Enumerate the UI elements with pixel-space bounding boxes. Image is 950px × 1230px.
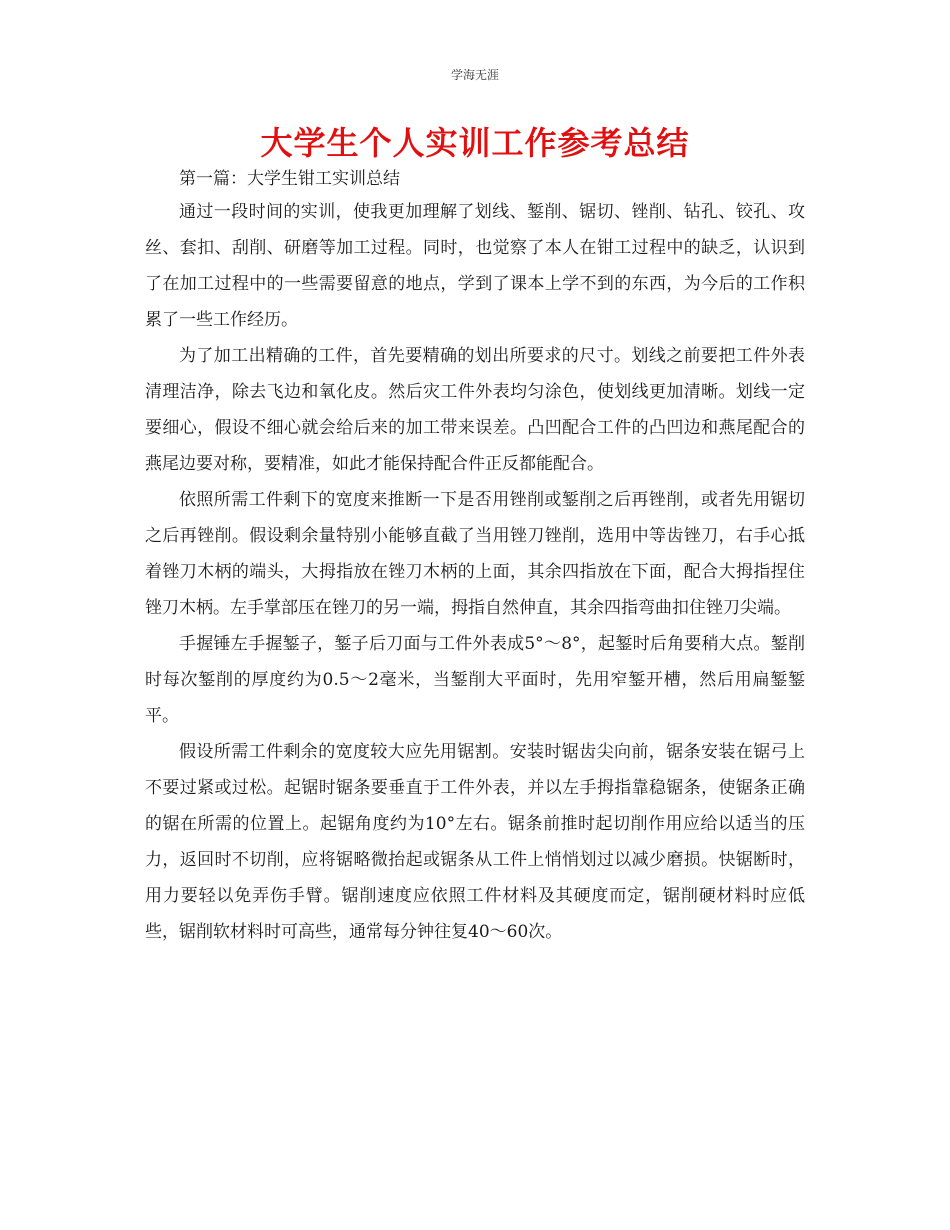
paragraph-4: 手握锤左手握錾子，錾子后刀面与工件外表成5°～8°，起錾时后角要稍大点。錾削时每次錾削的厚度约为0.5～2毫米，当錾削大平面时，先用窄錾开槽，然后用扁錾錾平。 [145, 634, 805, 726]
page-header: 学海无涯 [450, 68, 499, 82]
paragraph-1: 通过一段时间的实训，使我更加理解了划线、錾削、锯切、锉削、钻孔、铰孔、攻丝、套扣、刮削、研磨等加工过程。同时，也觉察了本人在钳工过程中的缺乏，认识到了在加工过程中的一些需要留意的地点，学到了课本上学不到的东西，为今后的工作积累了一些工作经历。 [145, 202, 805, 330]
document-subtitle: 第一篇：大学生钳工实训总结 [179, 169, 400, 189]
document-title: 大学生个人实训工作参考总结 [260, 124, 690, 162]
paragraph-5: 假设所需工件剩余的宽度较大应先用锯割。安装时锯齿尖向前，锯条安装在锯弓上不要过紧或过松。起锯时锯条要垂直于工件外表，并以左手拇指靠稳锯条，使锯条正确的锯在所需的位置上。起锯角度约为10°左右。锯条前推时起切削作用应给以适当的压力，返回时不切削，应将锯略微抬起或锯条从工件上悄悄划过以减少磨损。快锯断时，用力要轻以免弄伤手臂。锯削速度应依照工件材料及其硬度而定，锯削硬材料时应低些，锯削软材料时可高些，通常每分钟往复40～60次。 [145, 742, 805, 942]
paragraph-3: 依照所需工件剩下的宽度来推断一下是否用锉削或錾削之后再锉削，或者先用锯切之后再锉削。假设剩余量特别小能够直截了当用锉刀锉削，选用中等齿锉刀，右手心抵着锉刀木柄的端头，大拇指放在锉刀木柄的上面，其余四指放在下面，配合大拇指捏住锉刀木柄。左手掌部压在锉刀的另一端，拇指自然伸直，其余四指弯曲扣住锉刀尖端。 [145, 490, 805, 618]
paragraph-2: 为了加工出精确的工件，首先要精确的划出所要求的尺寸。划线之前要把工件外表清理洁净，除去飞边和氧化皮。然后灾工件外表均匀涂色，使划线更加清晰。划线一定要细心，假设不细心就会给后来的加工带来误差。凸凹配合工件的凸凹边和燕尾配合的燕尾边要对称，要精准，如此才能保持配合件正反都能配合。 [145, 346, 805, 474]
document-body [145, 164, 805, 950]
